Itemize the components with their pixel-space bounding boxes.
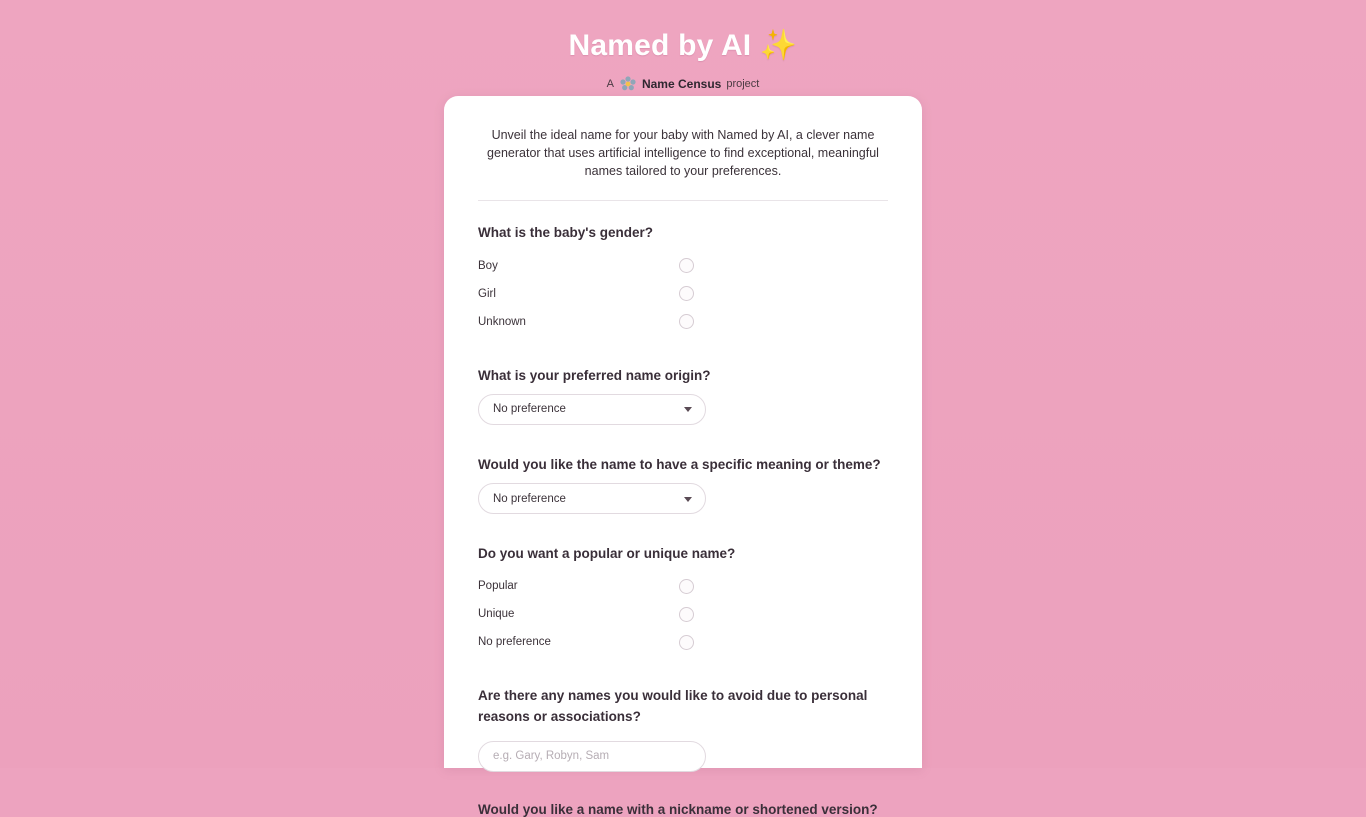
radio-label-girl: Girl: [478, 287, 496, 300]
radio-label-popular: Popular: [478, 580, 518, 593]
radio-circle-popular[interactable]: [679, 579, 694, 594]
radio-circle-girl[interactable]: [679, 286, 694, 301]
radio-option-girl[interactable]: [478, 280, 888, 308]
radio-label-unknown: Unknown: [478, 315, 526, 328]
question-meaning-label: Would you like the name to have a specific meaning or theme?: [478, 456, 881, 472]
avoid-names-input[interactable]: [478, 741, 706, 772]
select-name-origin[interactable]: [478, 394, 706, 425]
radio-option-popular[interactable]: [478, 572, 888, 600]
divider: [478, 200, 888, 201]
flower-logo-icon: [619, 75, 637, 93]
radio-label-unique: Unique: [478, 608, 515, 621]
chevron-down-icon[interactable]: [684, 407, 692, 412]
radio-option-unique[interactable]: [478, 600, 888, 628]
radio-circle-boy[interactable]: [679, 258, 694, 273]
byline: [0, 75, 1366, 93]
byline-prefix: A: [606, 78, 614, 90]
page-title: Named by AI ✨: [568, 29, 798, 62]
radio-circle-unknown[interactable]: [679, 314, 694, 329]
select-meaning-theme[interactable]: [478, 483, 706, 514]
intro-text: Unveil the ideal name for your baby with Named by AI, a clever name generator that uses artificial intelligence to find exceptional, meaningful names tailored to your preferences.: [487, 128, 879, 179]
brand-name: Name Census: [641, 77, 722, 91]
radio-option-boy[interactable]: [478, 252, 888, 280]
select-name-origin-value: No preference: [493, 403, 566, 416]
select-meaning-theme-value: No preference: [493, 492, 566, 505]
chevron-down-icon[interactable]: [684, 497, 692, 502]
radio-circle-no-preference[interactable]: [679, 635, 694, 650]
radio-label-boy: Boy: [478, 259, 498, 272]
question-avoid-names-label: Are there any names you would like to avoid due to personal reasons or associations?: [478, 688, 868, 724]
radio-option-unknown[interactable]: [478, 308, 888, 336]
radio-option-no-preference[interactable]: [478, 628, 888, 656]
radio-label-no-preference: No preference: [478, 636, 551, 649]
question-origin-label: What is your preferred name origin?: [478, 367, 711, 383]
question-popularity-label: Do you want a popular or unique name?: [478, 546, 736, 562]
question-nickname-label: Would you like a name with a nickname or shortened version?: [478, 801, 878, 817]
byline-suffix: project: [726, 78, 760, 90]
radio-circle-unique[interactable]: [679, 607, 694, 622]
question-gender-label: What is the baby's gender?: [478, 225, 653, 241]
form-card: [444, 96, 922, 817]
